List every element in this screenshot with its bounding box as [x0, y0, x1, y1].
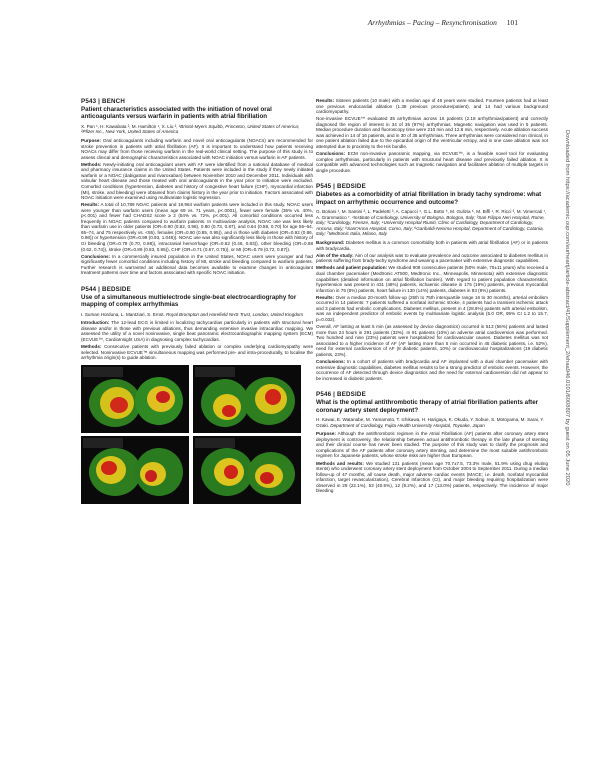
section-methods: [316, 265, 548, 293]
section-label: Aim of the study:: [316, 252, 354, 258]
section-text: ECM non-invasive panoramic mapping, via ECVUE™, is a feasible novel tool for evaluating complex arrhythmias, particularly in patients with structural heart disease and previously failed ablation. It is compatible with advanced technologies such as magnetic navigation and facilitates ablation of multiple targets in single procedure.: [316, 151, 548, 173]
abstract-id: P546 | BEDSIDE: [316, 391, 366, 399]
author-list: X. Pan ¹, H. Kawabata ², M. Hamilton ¹, X. Liu ²,: [81, 123, 179, 129]
section-label: Conclusions:: [316, 358, 346, 364]
section-aim: [316, 253, 548, 264]
section-label: Conclusions:: [81, 253, 111, 259]
abstract-title: What is the optimal antithrombotic therapy of atrial fibrillation patients after coronary artery stent deployment?: [316, 399, 539, 414]
section-results: [316, 98, 548, 115]
section-label: Introduction:: [81, 320, 110, 326]
section-conclusions: [316, 359, 548, 381]
abstract-title: Use of a simultaneous multielectrode single-beat electrocardiography for mapping of complex arrhythmias: [81, 293, 297, 309]
section-text: Oral anticoagulants including warfarin and novel oral anticoagulants (NOACs) are recommended for stroke prevention in patients with atrial fibrillation (AF). It is important to understand how patients receiving NOACs may differ from those receiving warfarin in the real-world clinical setting. The purpose of this study is to assess clinical and demographic characteristics associated with NOAC initiation versus warfarin in AF patients.: [81, 138, 313, 160]
section-label: Results:: [316, 98, 335, 103]
section-label: Conclusions:: [316, 151, 346, 157]
author-list: H. Kawai, E. Watanabe, M. Yamamoto, T. Ichikawa, H. Harigaya, K. Okuda, Y. Sobue, S. Motoyama, M. Sarai, Y. Ozaki.: [316, 416, 545, 428]
abstract-authors: [316, 417, 548, 428]
section-conclusions: [81, 254, 313, 276]
abstract-title: Diabetes as a comorbidity of atrial fibrillation in brady tachy syndrome: what impact on arrhythmic occurrence and outcome?: [316, 191, 542, 206]
section-label: Methods and results:: [316, 460, 364, 466]
abstract-p544: [81, 286, 313, 504]
heart-map-panel: [81, 365, 189, 433]
ecm-figure: [81, 365, 313, 504]
section-label: Purpose:: [81, 138, 101, 143]
section-text: In a commercially insured population in the United States, NOAC users were younger and had significantly fewer comorbid conditions including history of MI, stroke and bleeding compared to warfarin patients. Further research is warranted as additional data becomes available to examine changes in anticoagulant treatment patterns over time and factors associated with specific NOAC initiation.: [81, 253, 313, 276]
section-text: We studied 131 patients (mean age 70.7±7.5, 73.3% male, 51.9% using drug eluting stents) who underwent coronary artery stent deployment from October 2004 to September 2011. During a median follow-up of 47 months, all cause death, major adverse cardiac events (MACE; i.e. death, nonfatal myocardial infarction, target revascularization), Cerebral Infarction (CI), and major bleeding requiring hospitalization were observed in 29 (22.1%), 53 (40.5%), 12 (9.2%), and 17 (13.0%) patients, respectively. The incidence of major bleeding: [316, 460, 549, 494]
abstract-authors: [81, 312, 313, 318]
abstract-id: P544 | BEDSIDE: [81, 285, 131, 293]
section-results-cont: [316, 324, 548, 357]
affiliations: Department of Cardiology, Fujita Health University Hospital, Toyoake, Japan: [330, 422, 485, 428]
abstract-title: Patient characteristics associated with the initiation of novel oral anticoagulants versus warfarin in patients with atrial fibrillation: [81, 106, 272, 121]
section-label: Results:: [81, 202, 100, 208]
author-list: I. Suman Horduna, L. Mantziari, S. Ernst.: [81, 311, 167, 317]
section-text: Newly-initiating oral anticoagulant users with AF were identified from a national database of medical and pharmacy insurance claims in the United States. Patients were included in the study if they newly initiated warfarin or a NOAC (dabigatran and rivaroxaban) between November 2010 and December 2011. Individuals with valvular heart disease and those treated with oral anticoagulants in the year prior to initiation were excluded. Comorbid conditions (hypertension, diabetes and history of congestive heart failure (CHF), myocardial infarction (MI), stroke, and bleeding) were obtained from claims history in the year prior to initiation. Factors associated with NOAC initiation were examined using multivariate logistic regression.: [81, 161, 314, 201]
abstract-id: P545 | BEDSIDE: [316, 183, 366, 191]
download-note-text: Downloaded from https://academic.oup.com/eurheartj/article-abstract/41/Supplement_2/ehaa946.0101/6008807 by guest on 05 June 2020: [564, 130, 570, 486]
section-text: We studied 908 consecutive patients (50% male, 70±11 years) who received a dual chamber pacemaker (Medtronic AT500, Medtronic Inc., Minneapolis, Minnesota) with extensive diagnostic capabilities (detailed information on atrial fibrillation burden). With regard to patient population characteristics, hypertension was present in 431 (48%) patients, ischaemic disease in 175 (19%) patients, previous myocardial infarction in 75 (8%) patients, heart failure in 130 (14%) patients, diabetes in 83 (9%) patients.: [316, 265, 549, 293]
section-results-cont: [316, 116, 548, 149]
abstract-p543: [81, 98, 313, 276]
section-text: Sixteen patients (10 male) with a median age of 46 years were studied. Fourteen patients had at least one previous endocardial ablation (1.38 previous procedure/patient), and 14 had various background cardiomyopathy.: [316, 98, 549, 115]
section-text: Although the antithrombotic regimen in the Atrial Fibrillation (AF) patients after coronary artery stent deployment is controversy, the relationship between actual antithrombotic therapy in the late phase of stenting and their clinical course has never been studied. The purpose of this study was to clarify the prognosis and complications of the AF patients after coronary artery stenting, and determine the most suitable antithrombotic regimen for Japanese patients, whose stroke risks are higher than European.: [316, 431, 548, 459]
section-purpose: [316, 431, 548, 459]
section-text: Overall, AF lasting at least 5 min (as assessed by device diagnostics) occurred in 513 (56%) patients and lasted more than 24 hours in 291 patients (32%). In 91 patients (10%) an adverse atrial cardioversion was performed. Two hundred and nine (23%) patients were hospitalized for cardiovascular causes. Diabetes mellitus was not associated to a higher incidence of AF (AF lasting more than 5 min occurred in 45 diabetic patients, i.e. 52%), need for external cardioversion of AF (8 diabetic patients, 10%) or cardiovascular hospitalizations (19 diabetic patients, 23%).: [316, 324, 548, 357]
abstract-p544-continued: [316, 98, 548, 173]
abstract-id: P543 | BENCH: [81, 98, 126, 105]
section-text: Non-invasive ECVUE™ evaluated 35 arrhythmias across 16 patients (2.18 arrhythmias/patient) and correctly diagnosed the region of interest in 34 of 35 (97%) arrhythmias. Magnetic navigation was used in 5 patients. Median procedure duration and fluoroscopy time were 210 min and 12.8 min, respectively. Acute ablation success was achieved in 14 of 16 patients, and in 30 of 35 arrhythmias. Three arrhythmias were considered non clinical, in one patient ablation failed due to the epicardial origin of the ventricular ectopy, and in one case ablation was not attempted due to proximity to the His bundle.: [316, 116, 548, 149]
section-text: Over a median 20-month follow-up (25th to 75th interquartile range 16 to 30 months), arterial embolism occurred in 14 patients: 7 patients suffered a nonfatal ischemic stroke, 4 patients had a transient ischemic attack and 3 patients had embolic complications. Diabetes mellitus, present in 4 (28.6%) patients with arterial embolism, was an independent predictor of embolic events by multivariate logistic analysis (5.0 OR, 95% CI 1.2 to 15.7, p=0.032).: [316, 294, 549, 322]
section-results: [316, 295, 548, 323]
heart-map-panel: [193, 436, 301, 504]
section-label: Methods:: [81, 161, 102, 167]
section-label: Purpose:: [316, 431, 336, 437]
section-label: Results:: [316, 294, 335, 300]
abstract-p545: [316, 183, 548, 381]
affiliations: ¹Bristol-Myers Squibb, Princeton, United States of America; ²Pfizer Inc., New York, United States of America: [81, 123, 300, 135]
figure-column-right: [193, 365, 301, 504]
section-text: The 12-lead ECG is limited in localizing tachycardias particularly in patients with structural heart disease and/or in those with previous ablations, thus demanding extensive invasive intracardiac mapping. We assessed the utility of a novel noninvasive, single beat panoramic electrocardiographic mapping system (ECM) (ECVUE™, CardioInsight USA) in diagnosing complex tachycardias.: [81, 320, 313, 342]
section-background: [316, 240, 548, 251]
section-text: In a cohort of patients with bradycardia and AF implanted with a dual chamber pacemaker with extensive diagnostic capabilities, diabetes mellitus results to be a strong predictor of embolic events. However, the occurrence of AF detected through device diagnostics and the need for external cardioversion did not appear to be increased in diabetic patients.: [316, 358, 549, 381]
download-note: [560, 130, 572, 650]
section-text: Diabetes mellitus is a common comorbidity both in patients with atrial fibrillation (AF) or in patients with bradycardia.: [316, 240, 548, 251]
section-results: [81, 202, 313, 252]
figure-column-left: [81, 365, 189, 504]
section-label: Methods and patient population:: [316, 265, 388, 271]
running-title: Arrhythmias – Pacing – Resynchronisation: [367, 18, 497, 27]
section-text: Consecutive patients with previously failed ablation or complex underlying cardiomyopathy were selected. Noninvasive ECVUE™ simultaneous mapping was performed pre- and intra-procedurally, to localise the arrhythmia origin(s) to guide ablation.: [81, 344, 313, 361]
section-purpose: [81, 138, 313, 160]
heart-map-panel: [193, 365, 301, 433]
section-methods: [81, 344, 313, 361]
abstract-authors: [81, 124, 313, 135]
section-methods-results: [316, 461, 548, 494]
abstract-authors: [316, 209, 548, 237]
abstract-p546: [316, 391, 548, 494]
section-label: Background:: [316, 240, 345, 246]
heart-map-panel: [81, 436, 189, 504]
section-introduction: [81, 320, 313, 342]
section-label: Methods:: [81, 344, 102, 350]
section-methods: [81, 162, 313, 201]
section-conclusions: [316, 151, 548, 173]
right-column: [316, 98, 548, 504]
author-list: G. Boriani ¹, M. Santini ², L. Padeletti ³, A. Capucci ⁴, G.L. Botto ⁵, M. Gulizia ⁶, M. Biffi ¹, R. Ricci ², M. Vimercati ⁷, A. Grammatico ⁷.: [316, 209, 547, 220]
left-column: [81, 98, 313, 514]
section-text: Aim of our analysis was to evaluate prevalence and outcome associated to diabetes mellitus in patients suffering from brady-tachy syndrome and wearing a pacemaker with extensive diagnostic capabilities.: [316, 252, 549, 264]
page-number: 101: [506, 18, 518, 27]
affiliations: Royal Brompton and Harefield NHS Trust, London, United Kingdom: [166, 311, 304, 317]
section-text: A total of 10,789 NOAC patients and 19,964 warfarin patients were included in this study. NOAC users were younger than warfarin users (mean age 69 vs. 71 years, p<.0001), fewer were female (36% vs. 40%, p<.001) and fewer had CHADS2 score ≥ 2 (54% vs. 72%, p<.001). All comorbid conditions occurred less frequently in NOAC patients compared to warfarin patients. In multivariate analysis, NOAC use was less likely than warfarin use in older patients (OR=0.90 (0.82, 0.98), 0.80 (0.73, 0.87), and 0.64 (0.59, 0.70) for age 55–64, 65–74, and 75 respectively vs. <55), females (OR=0.90 (0.85, 0.95)), and in those with diabetes (OR=0.92 (0.86, 0.98)) or hypertension (OR=0.99 (0.93, 1.048)). NOAC use was also significantly less likely in those with history of GI bleeding (OR=0.79 (0.70, 0.88)), intracranial hemorrhage (OR=0.62 (0.46, 0.83)), other bleeding (OR=0.68 (0.62, 0.74)), stroke (OR=0.89 (0.83, 0.95)), CHF (OR=0.71 (0.67, 0.75)), or MI (OR=0.79 (0.72, 0.87)).: [81, 202, 313, 252]
running-head: [368, 18, 518, 27]
affiliations: ¹Institute of Cardiology, University of Bologna, Bologna, Italy; ²San Filippo Neri Hospital, Rome, Italy; ³Cardiology, Firenze, Italy; ⁴University Hospital Riuniti, Clinic of Cardiology, Department of Cardiology, Ancona, Italy; ⁵Sant'Anna Hospital, Como, Italy; ⁶Garibaldi-Nesima Hospital, Department of Cardiology, Catania, Italy; ⁷Medtronic Italia, Milano, Italy: [316, 214, 545, 237]
